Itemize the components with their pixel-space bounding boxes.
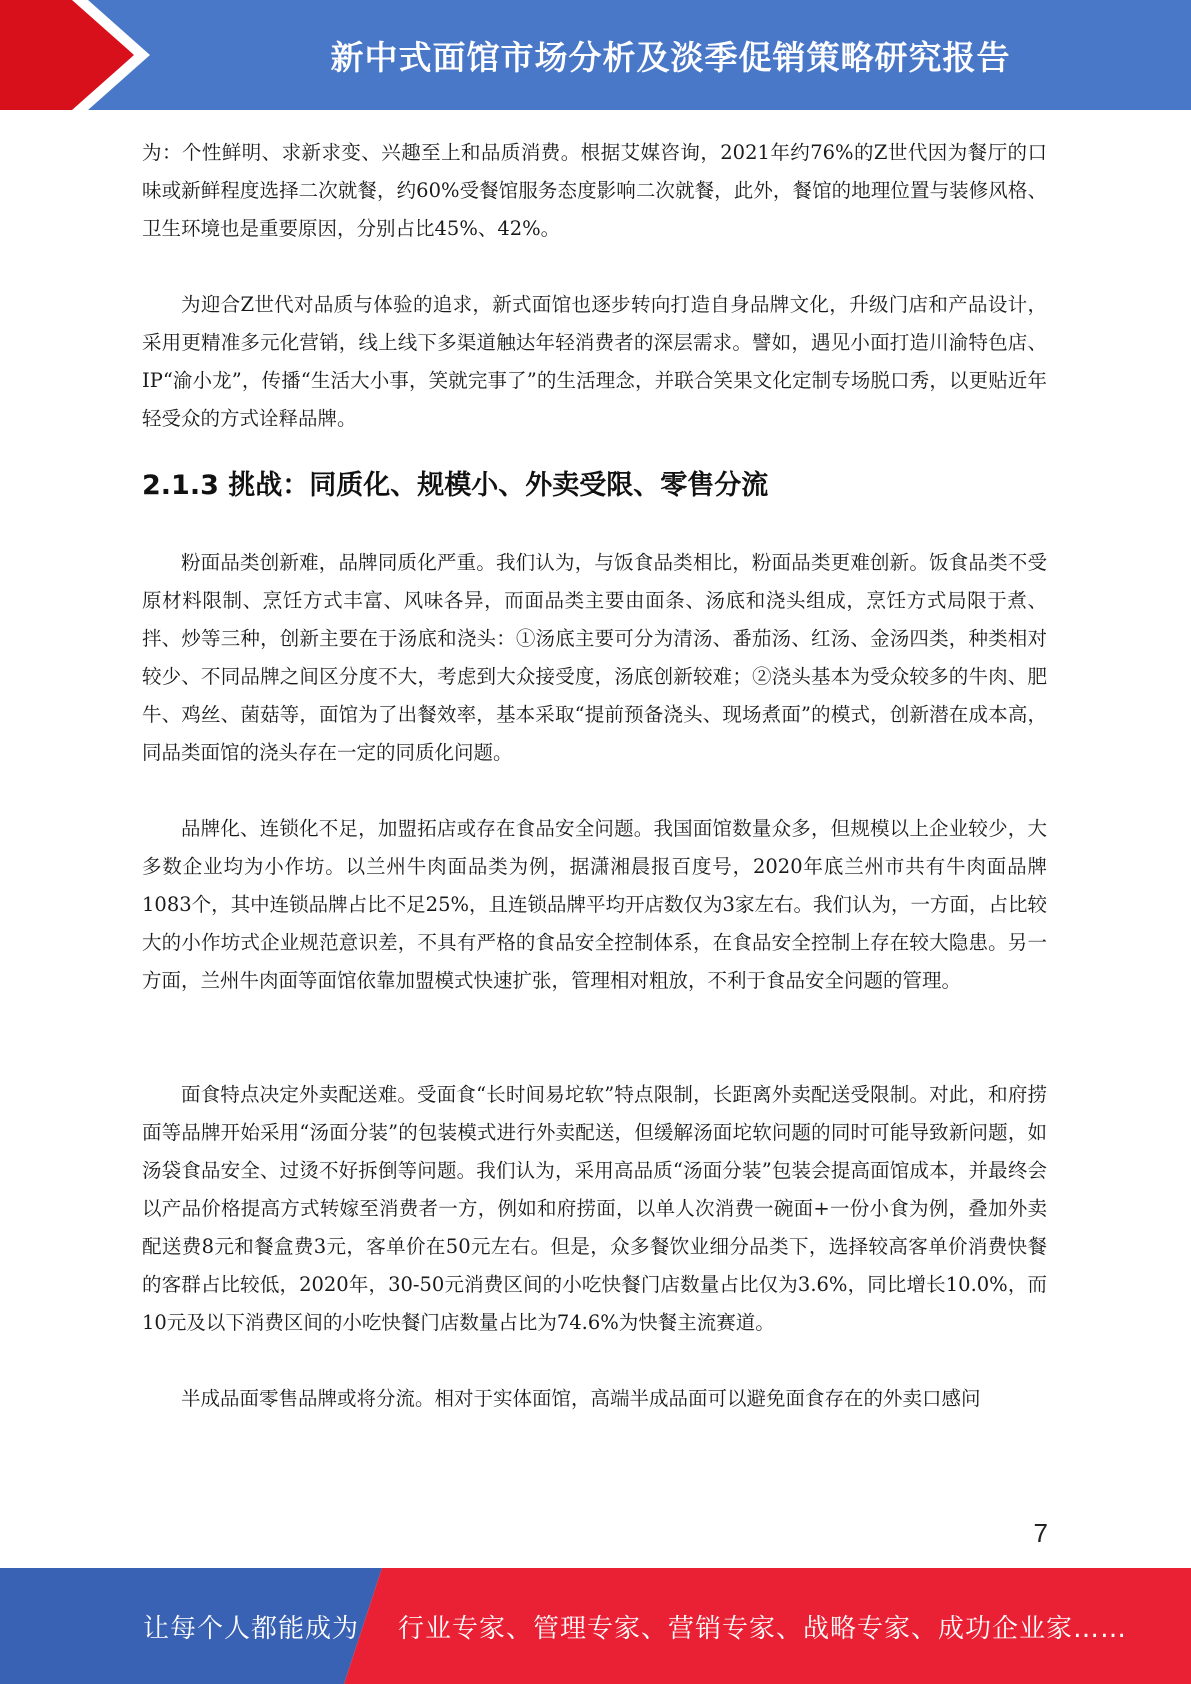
paragraph: 为迎合Z世代对品质与体验的追求，新式面馆也逐步转向打造自身品牌文化，升级门店和产品设计，采用更精准多元化营销，线上线下多渠道触达年轻消费者的深层需求。譬如，遇见小面打造川渝特色店、IP“渝小龙”，传播“生活大小事，笑就完事了”的生活理念，并联合笑果文化定制专场脱口秀，以更贴近年轻受众的方式诠释品牌。 [142, 293, 1047, 430]
document-body [142, 134, 1047, 1418]
paragraph: 粉面品类创新难，品牌同质化严重。我们认为，与饭食品类相比，粉面品类更难创新。饭食品类不受原材料限制、烹饪方式丰富、风味各异，而面品类主要由面条、汤底和浇头组成，烹饪方式局限于煮、拌、炒等三种，创新主要在于汤底和浇头：①汤底主要可分为清汤、番茄汤、红汤、金汤四类，种类相对较少、不同品牌之间区分度不大，考虑到大众接受度，汤底创新较难；②浇头基本为受众较多的牛肉、肥牛、鸡丝、菌菇等，面馆为了出餐效率，基本采取“提前预备浇头、现场煮面”的模式，创新潜在成本高，同品类面馆的浇头存在一定的同质化问题。 [142, 551, 1047, 764]
header-banner [0, 0, 1191, 110]
report-title: 新中式面馆市场分析及淡季促销策略研究报告 [330, 37, 1011, 77]
footer-banner [0, 1568, 1191, 1684]
paragraph: 面食特点决定外卖配送难。受面食“长时间易坨软”特点限制，长距离外卖配送受限制。对此，和府捞面等品牌开始采用“汤面分装”的包装模式进行外卖配送，但缓解汤面坨软问题的同时可能导致新问题，如汤袋食品安全、过烫不好拆倒等问题。我们认为，采用高品质“汤面分装”包装会提高面馆成本，并最终会以产品价格提高方式转嫁至消费者一方，例如和府捞面，以单人次消费一碗面+一份小食为例，叠加外卖配送费8元和餐盒费3元，客单价在50元左右。但是，众多餐饮业细分品类下，选择较高客单价消费快餐的客群占比较低，2020年，30-50元消费区间的小吃快餐门店数量占比仅为3.6%，同比增长10.0%，而10元及以下消费区间的小吃快餐门店数量占比为74.6%为快餐主流赛道。 [142, 1083, 1047, 1334]
page-number: 7 [1033, 1518, 1048, 1548]
paragraph: 半成品面零售品牌或将分流。相对于实体面馆，高端半成品面可以避免面食存在的外卖口感问 [181, 1387, 981, 1410]
section-heading: 2.1.3 挑战：同质化、规模小、外卖受限、零售分流 [142, 470, 769, 501]
red-chevron-decoration [0, 0, 160, 110]
paragraph: 品牌化、连锁化不足，加盟拓店或存在食品安全问题。我国面馆数量众多，但规模以上企业较少，大多数企业均为小作坊。以兰州牛肉面品类为例，据潇湘晨报百度号，2020年底兰州市共有牛肉面品牌1083个，其中连锁品牌占比不足25%，且连锁品牌平均开店数仅为3家左右。我们认为，一方面，占比较大的小作坊式企业规范意识差，不具有严格的食品安全控制体系，在食品安全控制上存在较大隐患。另一方面，兰州牛肉面等面馆依靠加盟模式快速扩张，管理相对粗放，不利于食品安全问题的管理。 [142, 817, 1047, 992]
paragraph: 为：个性鲜明、求新求变、兴趣至上和品质消费。根据艾媒咨询，2021年约76%的Z世代因为餐厅的口味或新鲜程度选择二次就餐，约60%受餐馆服务态度影响二次就餐，此外，餐馆的地理位置与装修风格、卫生环境也是重要原因，分别占比45%、42%。 [142, 141, 1047, 240]
footer-slogan-right: 行业专家、管理专家、营销专家、战略专家、成功企业家…… [398, 1613, 1128, 1644]
footer-slogan-left: 让每个人都能成为 [143, 1613, 360, 1644]
